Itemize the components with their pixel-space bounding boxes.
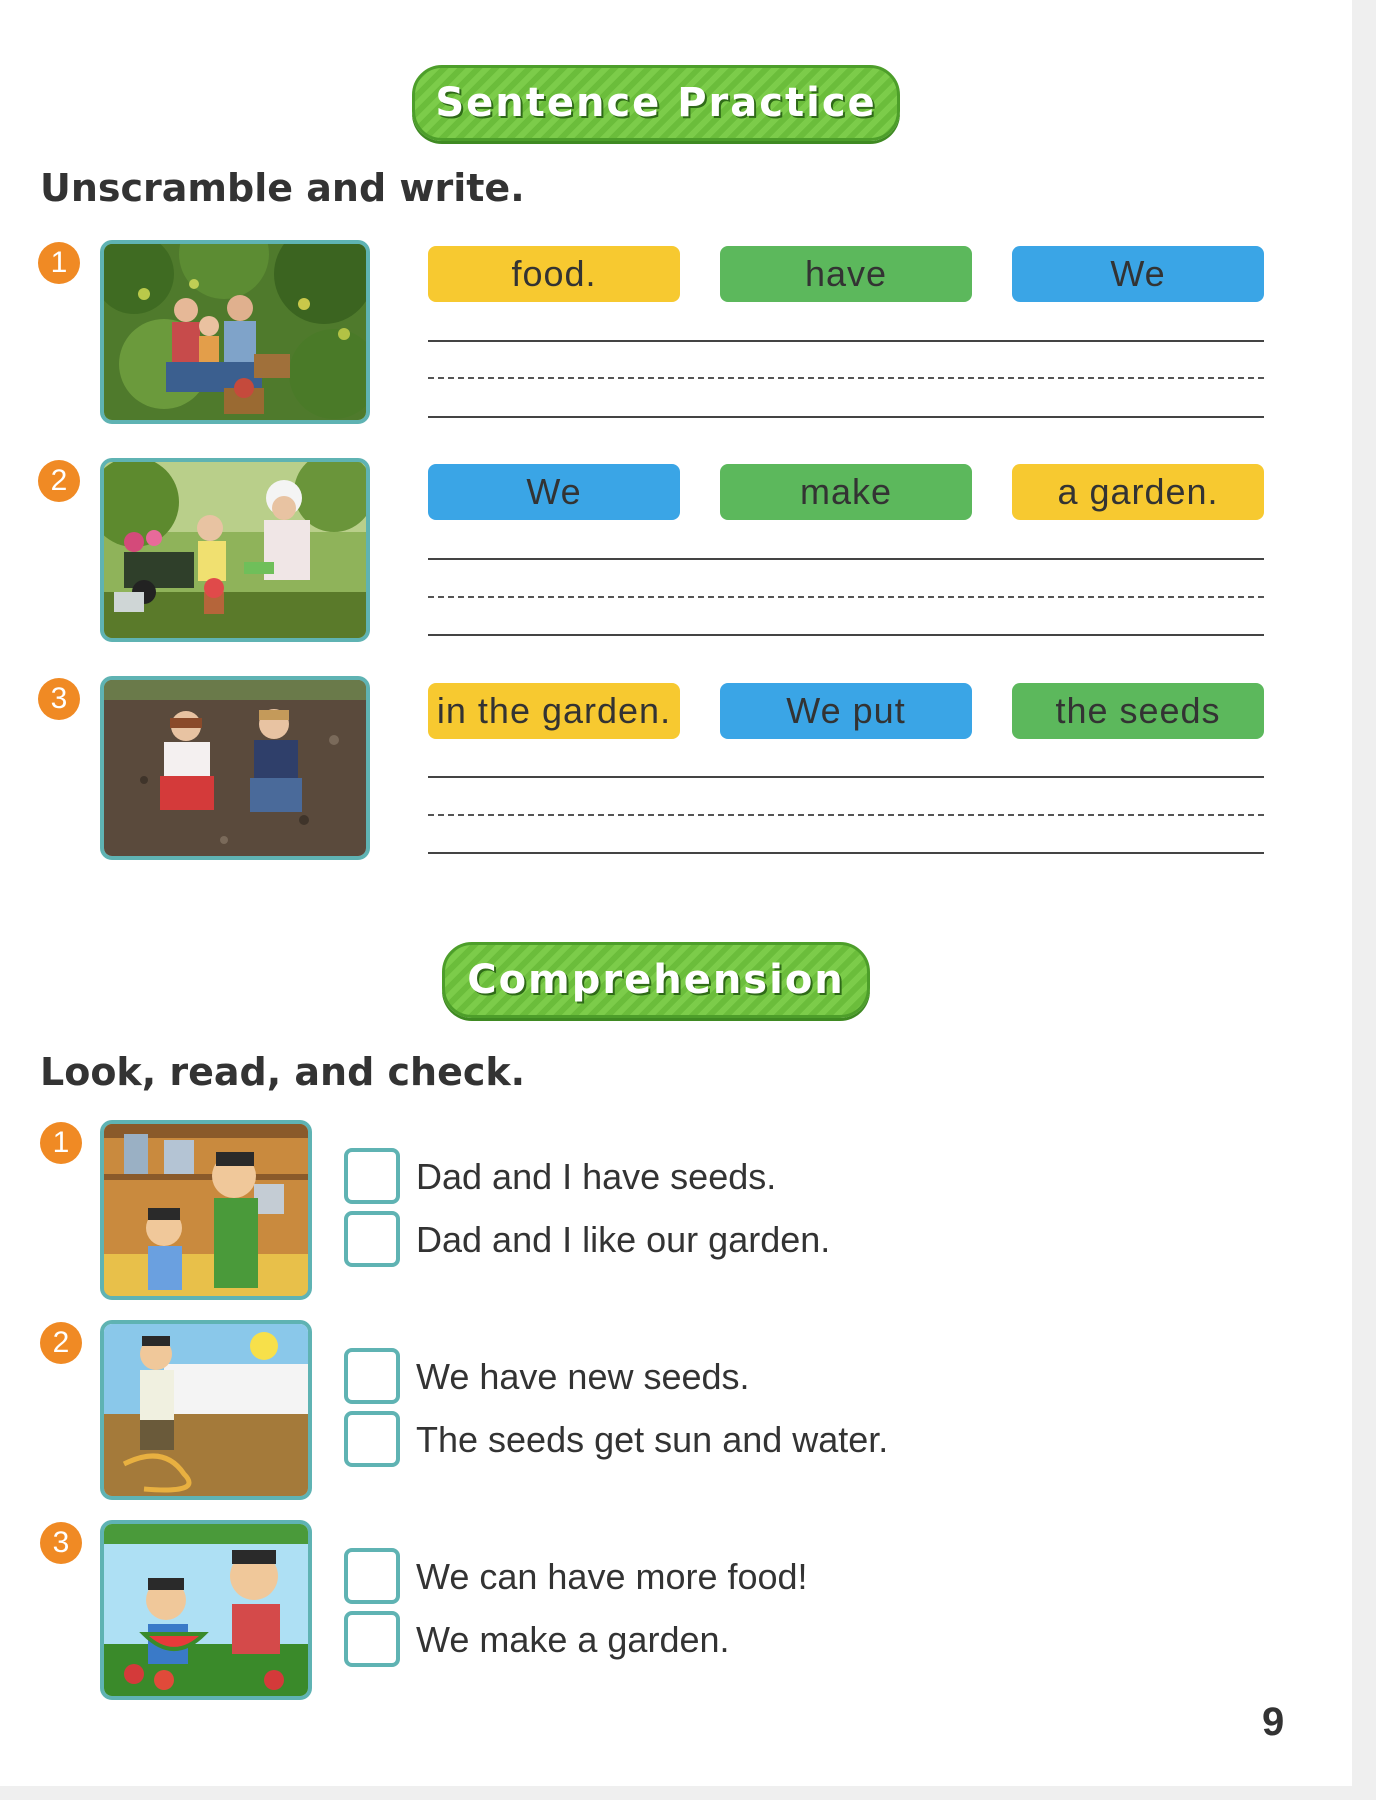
word-chip-the-seeds[interactable]: the seeds	[1012, 683, 1264, 739]
writing-line-bottom	[428, 852, 1264, 854]
dad-and-boy-in-shed-illustration	[100, 1120, 312, 1300]
look-read-check-instruction: Look, read, and check.	[40, 1050, 526, 1094]
checkbox-dad-and-i-have-seeds[interactable]	[344, 1148, 400, 1204]
word-chip-in-the-garden[interactable]: in the garden.	[428, 683, 680, 739]
checkbox-dad-and-i-like-our-garden[interactable]	[344, 1211, 400, 1267]
checkbox-we-can-have-more-food[interactable]	[344, 1548, 400, 1604]
word-chip-we[interactable]: We	[1012, 246, 1264, 302]
item-number-2: 2	[38, 460, 80, 502]
option-text: Dad and I like our garden.	[416, 1219, 831, 1260]
option-text: We have new seeds.	[416, 1356, 750, 1397]
writing-line-middle	[428, 596, 1264, 598]
writing-line-top[interactable]	[428, 558, 1264, 560]
checkbox-seeds-get-sun-and-water[interactable]	[344, 1411, 400, 1467]
writing-line-bottom	[428, 416, 1264, 418]
sentence-practice-title: Sentence Practice	[435, 80, 877, 126]
option-text: The seeds get sun and water.	[416, 1419, 889, 1460]
comprehension-banner	[442, 942, 870, 1018]
page-edge	[1352, 0, 1376, 1800]
children-planting-seeds-photo	[100, 676, 370, 860]
word-chip-make[interactable]: make	[720, 464, 972, 520]
word-chip-have[interactable]: have	[720, 246, 972, 302]
writing-line-top[interactable]	[428, 776, 1264, 778]
page-edge-bottom	[0, 1786, 1376, 1800]
checkbox-we-have-new-seeds[interactable]	[344, 1348, 400, 1404]
comp-item-number-1: 1	[40, 1122, 82, 1164]
sentence-practice-banner	[412, 65, 900, 141]
option-text: We can have more food!	[416, 1556, 808, 1597]
unscramble-instruction: Unscramble and write.	[40, 166, 525, 210]
item-number-3: 3	[38, 678, 80, 720]
page-number: 9	[1262, 1700, 1285, 1744]
option-text: We make a garden.	[416, 1619, 730, 1660]
checkbox-we-make-a-garden[interactable]	[344, 1611, 400, 1667]
girl-and-grandmother-gardening-photo	[100, 458, 370, 642]
writing-line-top[interactable]	[428, 340, 1264, 342]
comprehension-title: Comprehension	[467, 957, 845, 1003]
boy-watering-garden-illustration	[100, 1320, 312, 1500]
option-text: Dad and I have seeds.	[416, 1156, 777, 1197]
writing-line-bottom	[428, 634, 1264, 636]
word-chip-we-put[interactable]: We put	[720, 683, 972, 739]
dad-and-boy-eating-watermelon-illustration	[100, 1520, 312, 1700]
writing-line-middle	[428, 377, 1264, 379]
word-chip-a-garden[interactable]: a garden.	[1012, 464, 1264, 520]
comp-item-number-3: 3	[40, 1522, 82, 1564]
word-chip-we-2[interactable]: We	[428, 464, 680, 520]
comp-item-number-2: 2	[40, 1322, 82, 1364]
item-number-1: 1	[38, 242, 80, 284]
family-picking-apples-photo	[100, 240, 370, 424]
writing-line-middle	[428, 814, 1264, 816]
word-chip-food[interactable]: food.	[428, 246, 680, 302]
